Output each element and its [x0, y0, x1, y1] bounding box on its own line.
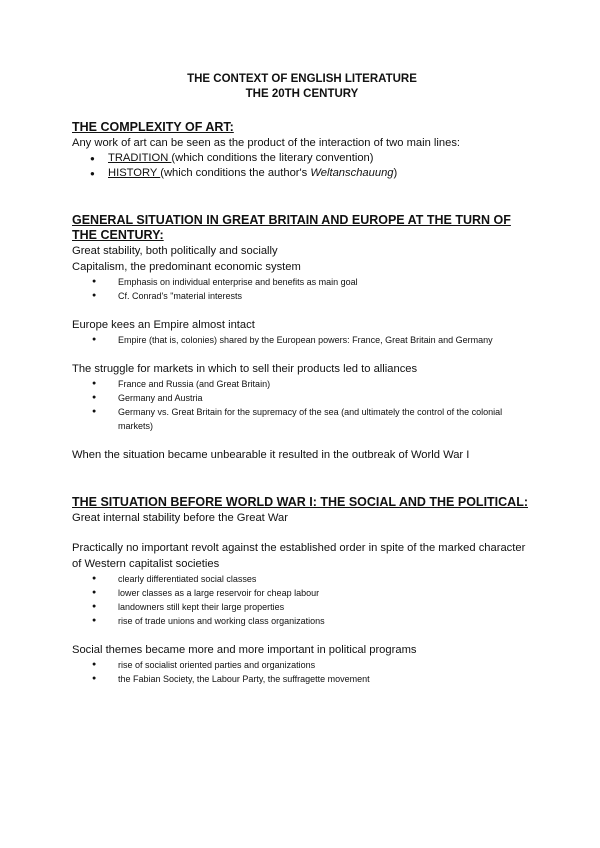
list-item: ● rise of trade unions and working class organizations	[72, 614, 532, 628]
list-item: ● the Fabian Society, the Labour Party, the suffragette movement	[72, 672, 532, 686]
list-item: ● Emphasis on individual enterprise and benefits as main goal	[72, 275, 532, 289]
list-item: ● Germany vs. Great Britain for the supremacy of the sea (and ultimately the control of the colonial markets)	[72, 405, 532, 433]
section-heading-before-wwi: THE SITUATION BEFORE WORLD WAR I: THE SOCIAL AND THE POLITICAL:	[72, 495, 528, 509]
list-item: ● lower classes as a large reservoir for cheap labour	[72, 586, 532, 600]
list-item	[72, 151, 532, 166]
bullet-list	[72, 151, 532, 181]
list-item: ● landowners still kept their large properties	[72, 600, 532, 614]
paragraph: Any work of art can be seen as the product of the interaction of two main lines:	[72, 137, 461, 149]
list-item-end: )	[393, 167, 398, 179]
list-item: ● Cf. Conrad's "material interests	[72, 289, 532, 303]
document-subtitle: THE 20TH CENTURY	[245, 88, 359, 100]
bullet-list	[72, 275, 532, 303]
list-item: ● rise of socialist oriented parties and organizations	[72, 658, 532, 672]
paragraph: Europe kees an Empire almost intact	[72, 319, 255, 331]
bullet-list	[72, 333, 532, 347]
paragraph: Great internal stability before the Great War	[72, 512, 288, 524]
list-item-key: TRADITION	[108, 152, 172, 164]
paragraph: When the situation became unbearable it resulted in the outbreak of World War I	[72, 449, 470, 461]
bullet-list	[72, 377, 532, 433]
paragraph: Practically no important revolt against the established order in spite of the marked character of Western capitalist societies	[72, 542, 526, 570]
paragraph: Great stability, both politically and socially	[72, 245, 278, 257]
bullet-list	[72, 572, 532, 628]
list-item	[72, 166, 532, 181]
bullet-list	[72, 658, 532, 686]
list-item-key: HISTORY	[108, 167, 161, 179]
list-item-italic: Weltanschauung	[310, 167, 394, 179]
document-title: THE CONTEXT OF ENGLISH LITERATURE	[187, 73, 417, 85]
list-item: ● France and Russia (and Great Britain)	[72, 377, 532, 391]
paragraph: Capitalism, the predominant economic system	[72, 261, 301, 273]
paragraph: The struggle for markets in which to sell their products led to alliances	[72, 363, 418, 375]
list-item: ● Germany and Austria	[72, 391, 532, 405]
list-item-text: (which conditions the author's	[160, 167, 311, 179]
paragraph: Social themes became more and more important in political programs	[72, 644, 417, 656]
list-item: ● Empire (that is, colonies) shared by the European powers: France, Great Britain and Germany	[72, 333, 532, 347]
section-heading-general-situation: GENERAL SITUATION IN GREAT BRITAIN AND EUROPE AT THE TURN OF THE CENTURY:	[72, 213, 511, 242]
list-item: ● clearly differentiated social classes	[72, 572, 532, 586]
section-heading-complexity: THE COMPLEXITY OF ART:	[72, 120, 234, 134]
list-item-text: (which conditions the literary convention)	[171, 152, 374, 164]
document-page	[72, 72, 532, 686]
